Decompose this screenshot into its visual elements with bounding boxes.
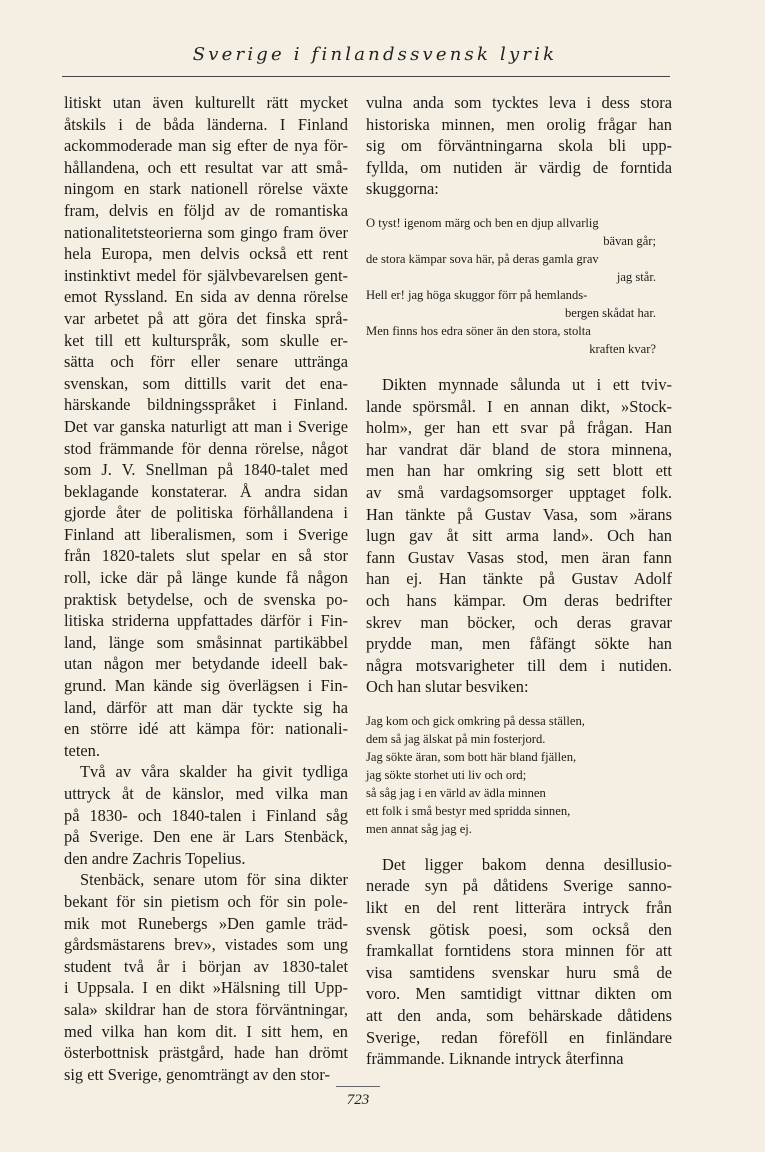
poem-line: ett folk i små bestyr med spridda sinnen, bbox=[366, 803, 571, 818]
poem-line: dem så jag älskat på min fosterjord. bbox=[366, 731, 546, 746]
text-line: gjorde åter de politiska förhållandena i bbox=[64, 503, 348, 523]
text-line: främmande. Liknande intryck återfinna bbox=[366, 1049, 624, 1069]
text-line: praktisk betydelse, och de svenska po- bbox=[64, 589, 348, 609]
text-line: på Sverige. Den ene är Lars Stenbäck, bbox=[64, 827, 348, 847]
text-line: och hans kämpar. Om deras bedrifter bbox=[366, 590, 672, 610]
paragraph-1 bbox=[366, 92, 672, 200]
text-line: att den anda, som behärskade dåtidens bbox=[366, 1006, 672, 1026]
text-line: sätta och förr eller senare uttränga bbox=[64, 352, 348, 372]
text-line: emot Ryssland. En sida av denna rörelse bbox=[64, 287, 348, 307]
page-number-rule bbox=[336, 1086, 380, 1087]
poem-line: Jag kom och gick omkring på dessa ställen, bbox=[366, 713, 585, 728]
poem-line: bävan går; bbox=[603, 233, 656, 248]
text-line: uttryck åt de känslor, med vilka man bbox=[64, 784, 348, 803]
poem-line: jag står. bbox=[616, 269, 656, 284]
poem-quote-2 bbox=[366, 712, 672, 838]
text-line: grund. Man kände sig överlägsen i Fin- bbox=[64, 676, 348, 696]
text-line: litiska striderna uppfattades därför i Fin- bbox=[64, 611, 348, 631]
text-line: instinktivt medel för självbevarelsen gent- bbox=[64, 265, 348, 285]
text-line: svensk götisk poesi, som också den bbox=[366, 919, 672, 939]
text-line: nerade syn på dåtidens Sverige sanno- bbox=[366, 876, 672, 896]
text-line: svenskan, som dittills varit det ena- bbox=[64, 373, 348, 393]
text-line: skuggorna: bbox=[366, 179, 439, 199]
text-line: Det var ganska naturligt att man i Sverige bbox=[64, 416, 348, 436]
text-line: hållandena, och ett resultat var att små- bbox=[64, 157, 348, 177]
text-line: har vandrat där bland de stora minnena, bbox=[366, 439, 672, 459]
text-line: fyllda, om nutiden är värdig de forntida bbox=[366, 157, 672, 177]
text-line: holm», ger han ett svar på frågan. Han bbox=[366, 418, 672, 438]
text-line: med vilka han kom dit. I sitt hem, en bbox=[64, 1021, 348, 1041]
text-line: stod främmande för denna rörelse, något bbox=[64, 438, 348, 458]
text-line: österbottnisk prästgård, hade han drömt bbox=[64, 1043, 348, 1063]
poem-line: bergen skådat har. bbox=[564, 305, 656, 320]
poem-line: men annat såg jag ej. bbox=[366, 821, 472, 836]
text-line: gårdsmästarens brev», vistades som ung bbox=[64, 935, 348, 955]
text-line: sala» skildrar han de stora förväntningar, bbox=[64, 999, 348, 1019]
poem-quote-1 bbox=[366, 214, 672, 358]
text-line: var arbetet på att göra det finska språ- bbox=[64, 308, 348, 328]
text-line: likt en del rent litterära intryck från bbox=[366, 898, 672, 918]
text-line: från 1820-talets slut spelar en så stor bbox=[64, 546, 348, 566]
text-line: ket till ett kulturspråk, som skulle er- bbox=[64, 330, 348, 350]
text-line: voro. Men samtidigt vittnar dikten om bbox=[366, 984, 672, 1004]
text-line: vulna anda som tycktes leva i dess stora bbox=[366, 93, 672, 112]
text-line: hela Europa, men delvis också ett rent bbox=[64, 244, 348, 264]
text-line: lande spörsmål. I en annan dikt, »Stock- bbox=[366, 396, 672, 416]
text-line: Stenbäck, senare utom för sina dikter bbox=[80, 870, 348, 890]
text-line: mik mot Runebergs »Den gamle träd- bbox=[64, 913, 348, 933]
poem-line: de stora kämpar sova här, på deras gamla grav bbox=[366, 251, 599, 266]
poem-line: Hell er! jag höga skuggor förr på hemlands- bbox=[366, 287, 588, 302]
text-line: Sverige, redan föreföll en finländare bbox=[366, 1027, 672, 1047]
text-line: teten. bbox=[64, 740, 100, 760]
text-line: av små vardagsomsorger upptaget folk. bbox=[366, 482, 672, 502]
text-line: framkallat forntidens stora minnen för att bbox=[366, 941, 672, 961]
text-line: några motsvarigheter till dem i nutiden. bbox=[366, 655, 672, 675]
text-line: i Uppsala. I en dikt »Hälsning till Upp- bbox=[64, 978, 348, 998]
text-line: fram, delvis en följd av de romantiska bbox=[64, 200, 348, 220]
left-column bbox=[64, 92, 348, 1085]
text-line: beklagande konstaterar. Å andra sidan bbox=[64, 481, 348, 501]
text-line: sig om förväntningarna skola bli upp- bbox=[366, 136, 672, 156]
running-header: Sverige i finlandssvensk lyrik bbox=[192, 44, 558, 65]
text-line: lugn gav åt sitt arma land». Och han bbox=[366, 526, 672, 546]
text-line: visa samtidens svenskar huru små de bbox=[366, 962, 672, 982]
text-line: men han har omkring sig sett blott ett bbox=[366, 461, 672, 481]
poem-line: Jag sökte äran, som bott här bland fjällen, bbox=[366, 749, 577, 764]
text-line: land, därför att man där tyckte sig ha bbox=[64, 697, 348, 717]
text-line: prydde man, men fåfängt sökte han bbox=[366, 634, 672, 654]
text-line: roll, icke där på länge kunde få någon bbox=[64, 568, 348, 588]
header-rule bbox=[62, 76, 670, 77]
text-line: som J. V. Snellman på 1840-talet med bbox=[64, 460, 348, 480]
text-line: litiskt utan även kulturellt rätt mycket bbox=[64, 93, 348, 112]
poem-line: jag sökte storhet uti liv och ord; bbox=[366, 767, 527, 782]
text-line: historiska minnen, men orolig frågar han bbox=[366, 114, 672, 134]
text-line: student två år i början av 1830-talet bbox=[64, 956, 348, 976]
right-column bbox=[366, 92, 672, 1070]
text-line: fann Gustav Vasas stod, men äran fann bbox=[366, 547, 672, 567]
text-line: han ej. Han tänkte på Gustav Adolf bbox=[366, 569, 672, 589]
text-line: Finland att liberalismen, som i Sverige bbox=[64, 524, 348, 544]
left-column-text bbox=[64, 92, 348, 1085]
text-line: bekant för sin pietism och för sin pole- bbox=[64, 891, 348, 911]
poem-line: O tyst! igenom märg och ben en djup allvarlig bbox=[366, 215, 599, 230]
text-line: Och han slutar besviken: bbox=[366, 677, 529, 697]
paragraph-3 bbox=[366, 854, 672, 1070]
poem-line: kraften kvar? bbox=[589, 341, 656, 356]
text-line: åtskils i de båda länderna. I Finland bbox=[64, 114, 348, 134]
text-line: Han tänkte på Gustav Vasa, som »ärans bbox=[366, 504, 672, 524]
poem-line: Men finns hos edra söner än den stora, stolta bbox=[366, 323, 591, 338]
text-line: den andre Zachris Topelius. bbox=[64, 848, 246, 868]
text-line: Dikten mynnade sålunda ut i ett tviv- bbox=[382, 374, 672, 394]
page-number: 723 bbox=[346, 1092, 370, 1108]
text-line: sig ett Sverige, genomträngt av den stor- bbox=[64, 1064, 330, 1084]
paragraph-2 bbox=[366, 374, 672, 698]
text-line: på 1830- och 1840-talen i Finland såg bbox=[64, 805, 348, 825]
text-line: en större idé att kämpa för: nationali- bbox=[64, 719, 348, 739]
poem-line: så såg jag i en värld av ädla minnen bbox=[366, 785, 546, 800]
text-line: skrev man böcker, och deras gravar bbox=[366, 612, 672, 632]
text-line: ackommoderade man sig efter de nya för- bbox=[64, 136, 348, 156]
text-line: härskande bildningsspråket i Finland. bbox=[64, 395, 348, 415]
text-line: utan någon mer betydande ideell bak- bbox=[64, 654, 348, 674]
text-line: ningom en stark nationell rörelse växte bbox=[64, 179, 348, 199]
text-line: Det ligger bakom denna desillusio- bbox=[382, 854, 672, 874]
text-line: nationalitetsteorierna som gingo fram över bbox=[64, 222, 348, 242]
text-line: Två av våra skalder ha givit tydliga bbox=[80, 762, 348, 782]
text-line: land, länge som småsinnat partikäbbel bbox=[64, 632, 348, 652]
